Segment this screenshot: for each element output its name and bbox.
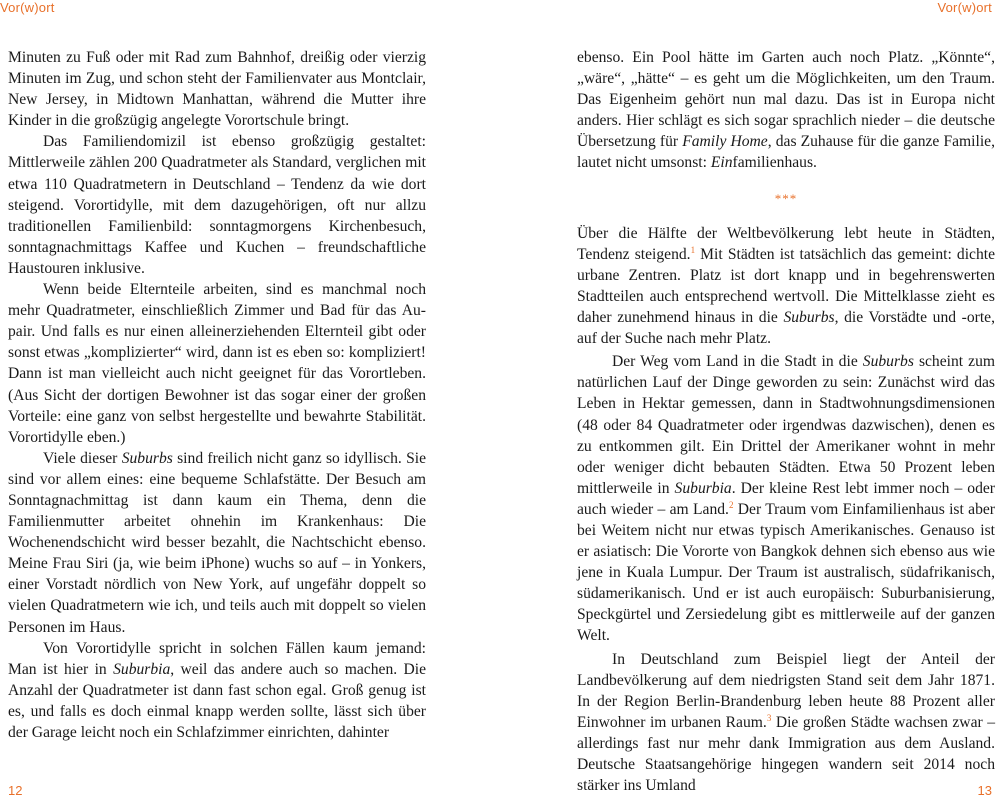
footnote-marker[interactable]: 3 — [766, 712, 772, 723]
footnote-marker[interactable]: 2 — [728, 499, 734, 510]
page-number-left: 12 — [8, 783, 23, 798]
paragraph: Das Familiendomizil ist ebenso großzügig gestaltet: Mittlerweile zählen 200 Quadratmeter als Standard, verglichen mit etwa 110 Quadratmetern in Deutschland – Tendenz da wie dort steigend. Vorortidylle, mit dem dazugehörigen, oft nur allzu traditionellen Familienbild: sonntagmorgens Kirchenbesuch, sonntagnachmittags Kaffee und Kuchen – freundschaftliche Haustouren inklusive. — [8, 133, 426, 277]
running-head-left: Vor(w)ort — [0, 0, 55, 15]
section-break-asterism: *** — [774, 190, 798, 206]
paragraph: Der Weg vom Land in die Stadt in die Suburbs scheint zum natürlichen Lauf der Dinge geworden zu sein: Zunächst wird das Leben in Hektar gemessen, dann in Stadtwohnungsdimensionen (48 oder 84 Quadratmeter oder irgendwas dazwischen), denen es zu entkommen gilt. Ein Drittel der Amerikaner wohnt in mehr oder weniger dicht bebauten Städten. Etwa 50 Prozent leben mittlerweile in Suburbia. Der kleine Rest lebt immer noch – oder auch wieder – am Land.$^2$ Der Traum vom Einfamilienhaus ist aber bei Weitem nicht nur etwas typisch Amerikanisches. Genauso ist er asiatisch: Die Vororte von Bangkok dehnen sich ebenso aus wie jene in Kuala Lumpur. Der Traum ist australisch, südafrikanisch, südamerikanisch. Und er ist auch europäisch: Suburbanisierung, Speckgürtel und Zersiedelung gibt es mittlerweile auf der ganzen Welt. — [577, 353, 995, 645]
paragraph: ebenso. Ein Pool hätte im Garten auch noch Platz. „Könnte“, „wäre“, „hätte“ – es geht um die Möglichkeiten, um den Traum. Das Eigenheim gehört nun mal dazu. Das ist in Europa nicht anders. Hier schlägt es sich sogar sprachlich nieder – die deutsche Übersetzung für Family Home, das Zuhause für die ganze Familie, lautet nicht umsonst: Einfamilienhaus. — [577, 49, 995, 172]
paragraph: Von Vorortidylle spricht in solchen Fällen kaum jemand: Man ist hier in Suburbia, weil das andere auch so machen. Die Anzahl der Quadratmeter ist dann fast schon egal. Groß genug ist es, und falls es doch einmal knapp werden sollte, lässt sich über der Garage leicht noch ein Schlafzimmer einrichten, dahinter — [8, 639, 426, 741]
running-head-right: Vor(w)ort — [937, 0, 992, 15]
paragraph: Viele dieser Suburbs sind freilich nicht ganz so idyllisch. Sie sind vor allem eines: eine bequeme Schlafstätte. Der Besuch am Sonntagnachmittag ist dann kaum ein Thema, denn die Familienmutter arbeitet ohnehin im Krankenhaus: Die Wochenendschicht wird besser bezahlt, die Nachtschicht ebenso. Meine Frau Siri (ja, wie beim iPhone) wuchs so auf – in Yonkers, einer Vorstadt nördlich von New York, auf ungefähr doppelt so vielen Quadratmetern wie ich, und teils auch mit doppelt so vielen Personen im Haus. — [8, 449, 426, 636]
paragraph: In Deutschland zum Beispiel liegt der Anteil der Landbevölkerung auf dem niedrigsten Stand seit dem Jahr 1871. In der Region Berlin-Brandenburg leben heute 88 Prozent aller Einwohner im urbanen Raum.$^3$ Die großen Städte wachsen zwar – allerdings fast nur mehr dank Immigration aus dem Ausland. Deutsche Staatsangehörige hingegen wandern seit 2014 noch stärker ins Umland — [577, 650, 995, 795]
paragraph: Über die Hälfte der Weltbevölkerung lebt heute in Städten, Tendenz steigend.$^1$ Mit Städten ist tatsächlich das gemeint: dichte urbane Zentren. Platz ist dort knapp und in begehrenswerten Stadtteilen auch entsprechend wertvoll. Die Mittelklasse zieht es daher zunehmend hinaus in die Suburbs, die Vorstädte und -orte, auf der Suche nach mehr Platz. — [577, 224, 995, 348]
page-number-right: 13 — [977, 783, 992, 798]
paragraph: Wenn beide Elternteile arbeiten, sind es manchmal noch mehr Quadratmeter, einschließlich Zimmer und Bad für das Au-pair. Und falls es nur einen alleinerziehenden Elternteil gibt oder sonst etwas „komplizierter“ wird, dann ist es eben so: kompliziert! Dann ist man vielleicht auch nicht geeignet für das Vorortleben. (Aus Sicht der dortigen Bewohner ist das sogar einer der großen Vorteile: eine ganz von selbst hergestellte und bewahrte Stabilität. Vorortidylle eben.) — [8, 281, 426, 446]
paragraph: Minuten zu Fuß oder mit Rad zum Bahnhof, dreißig oder vierzig Minuten im Zug, und schon steht der Familienvater aus Montclair, New Jersey, in Midtown Manhattan, während die Mutter ihre Kinder in die großzügig angelegte Vorortschule bringt. — [8, 49, 426, 130]
footnote-marker[interactable]: 1 — [690, 244, 696, 255]
left-page-column — [8, 47, 426, 743]
right-page-column — [577, 47, 995, 796]
